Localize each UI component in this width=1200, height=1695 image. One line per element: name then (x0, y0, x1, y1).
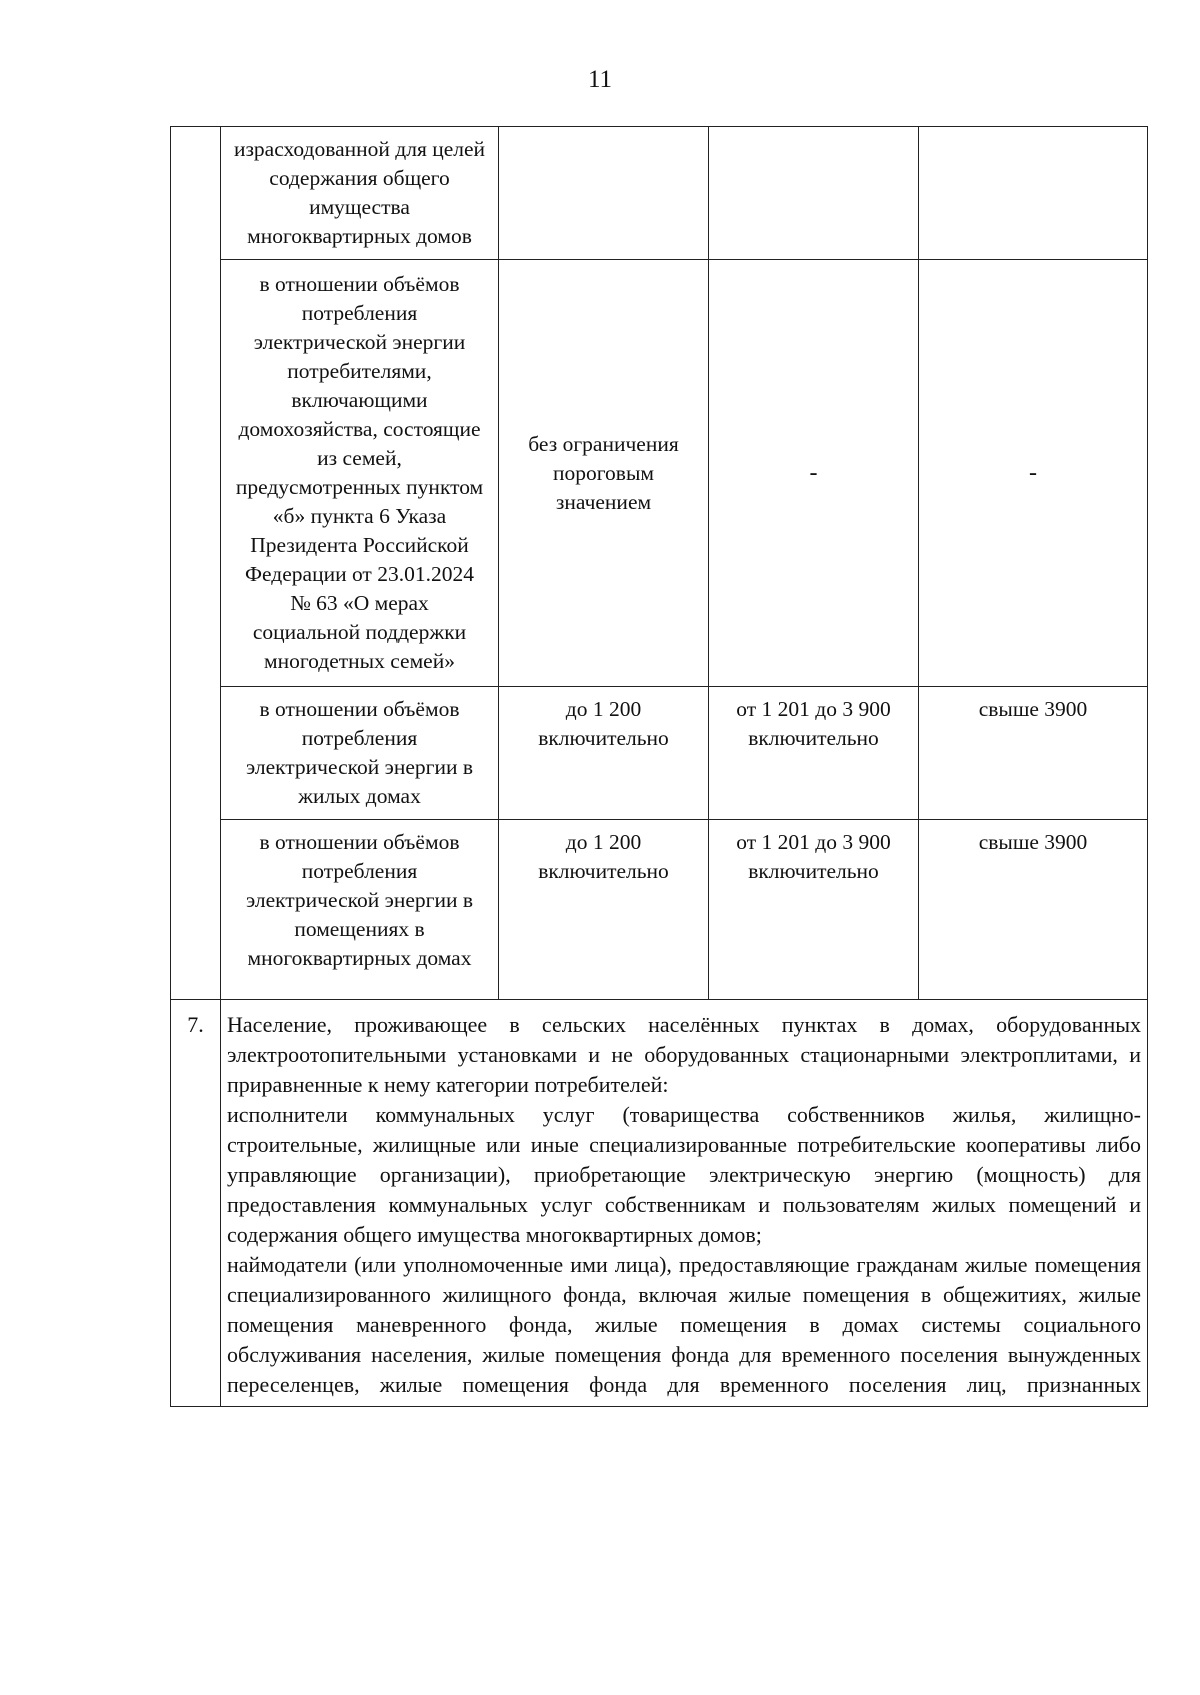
item-text-cell (221, 1000, 1148, 1407)
value-cell-2: от 1 201 до 3 900 включительно (709, 687, 919, 820)
row-description: в отношении объёмов потребления электрической энергии потребителями, включающими домохозяйства, состоящие из семей, предусмотренных пунктом «б» пункта 6 Указа Президента Российской Федерации от 23.01.2024 № 63 «О мерах социальной поддержки многодетных семей» (221, 260, 499, 687)
value-cell-1 (499, 127, 709, 260)
row-description: израсходованной для целей содержания общего имущества многоквартирных домов (221, 127, 499, 260)
value-cell-1: до 1 200 включительно (499, 820, 709, 1000)
item-paragraph: наймодатели (или уполномоченные ими лица), предоставляющие гражданам жилые помещения специализированного жилищного фонда, включая жилые помещения в общежитиях, жилые помещения маневренного фонда, жилые помещения в домах системы социального обслуживания населения, жилые помещения фонда для временного поселения вынужденных переселенцев, жилые помещения фонда для временного поселения лиц, признанных (227, 1252, 1141, 1397)
value-cell-2: - (709, 260, 919, 687)
row-number-cell (171, 127, 221, 1000)
table-row (171, 127, 1148, 260)
item-number: 7. (171, 1000, 221, 1407)
item-paragraph: Население, проживающее в сельских населённых пунктах в домах, оборудованных электроотопительными установками и не оборудованных стационарными электроплитами, и приравненные к нему категории потребителей: (227, 1012, 1141, 1097)
table-row (171, 820, 1148, 1000)
value-cell-1: до 1 200 включительно (499, 687, 709, 820)
tariff-table (170, 126, 1148, 1407)
value-cell-3 (919, 127, 1148, 260)
table-row (171, 1000, 1148, 1407)
table-row (171, 260, 1148, 687)
row-description: в отношении объёмов потребления электрической энергии в жилых домах (221, 687, 499, 820)
value-cell-3: свыше 3900 (919, 687, 1148, 820)
value-cell-1: без ограничения пороговым значением (499, 260, 709, 687)
value-cell-3: - (919, 260, 1148, 687)
item-paragraph: исполнители коммунальных услуг (товарищества собственников жилья, жилищно-строительные, жилищные или иные специализированные потребительские кооперативы либо управляющие организации), приобретающие электрическую энергию (мощность) для предоставления коммунальных услуг собственникам и пользователям жилых помещений и содержания общего имущества многоквартирных домов; (227, 1102, 1141, 1247)
page-number: 11 (587, 66, 613, 93)
row-description: в отношении объёмов потребления электрической энергии в помещениях в многоквартирных домах (221, 820, 499, 1000)
value-cell-2 (709, 127, 919, 260)
value-cell-2: от 1 201 до 3 900 включительно (709, 820, 919, 1000)
value-cell-3: свыше 3900 (919, 820, 1148, 1000)
table-row (171, 687, 1148, 820)
